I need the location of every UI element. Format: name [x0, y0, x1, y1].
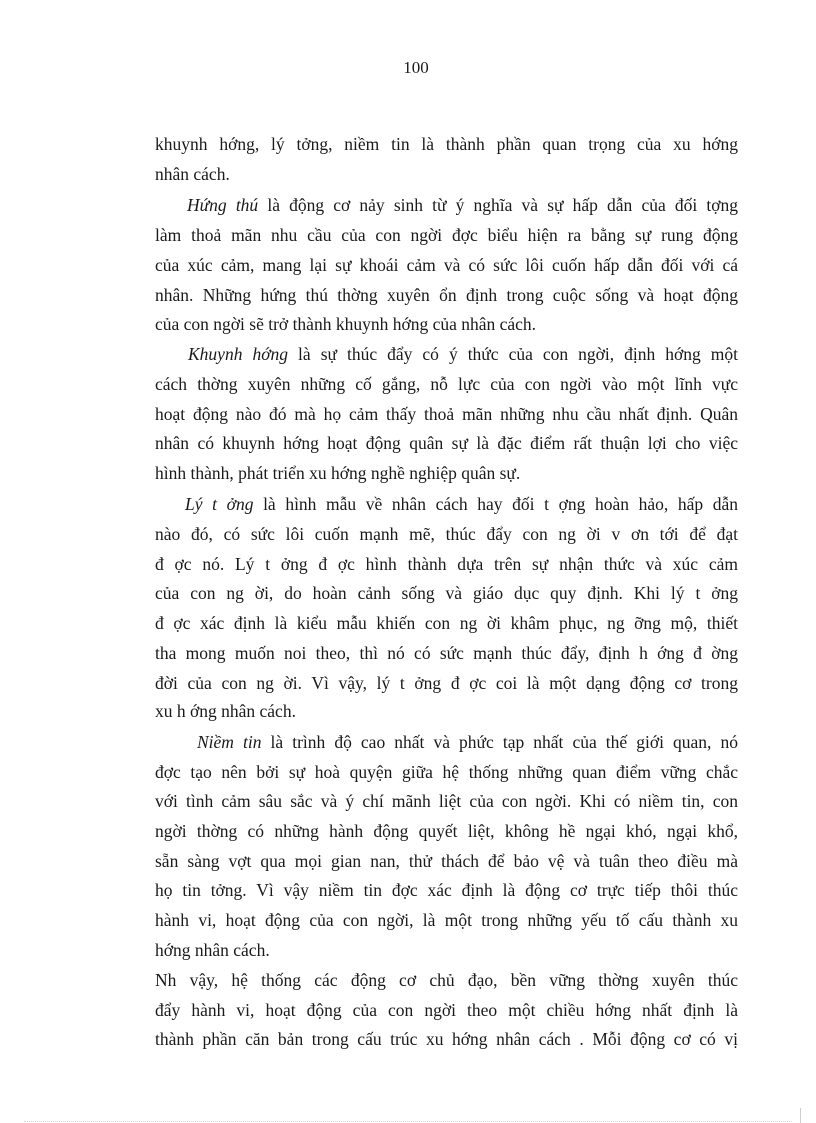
- text-line: [155, 672, 738, 694]
- line-text: hành vi, hoạt động của con ngời, là một trong những yếu tố cấu thành xu: [155, 910, 738, 930]
- page-number: [0, 58, 816, 78]
- text-line: [155, 612, 738, 634]
- footer-tick: [800, 1108, 801, 1123]
- text-line: [188, 343, 738, 365]
- italic-term: Lý t ởng: [185, 494, 254, 514]
- line-text: của xúc cảm, mang lại sự khoái cảm và có sức lôi cuốn hấp dẫn đối với cá: [155, 255, 738, 275]
- text-line: [155, 313, 738, 335]
- line-text: họ tin tởng. Vì vậy niềm tin đợc xác định là động cơ trực tiếp thôi thúc: [155, 880, 738, 900]
- line-text: của con ng ời, do hoàn cảnh sống và giáo dục quy định. Khi lý t ởng: [155, 583, 738, 603]
- line-text: đời của con ng ời. Vì vậy, lý t ởng đ ợc coi là một dạng động cơ trong: [155, 673, 738, 693]
- text-line: [155, 254, 738, 276]
- text-line: [155, 133, 738, 155]
- line-text: hớng nhân cách.: [155, 940, 270, 960]
- text-line: [197, 731, 738, 753]
- text-line: [155, 523, 738, 545]
- line-text: tha mong muốn noi theo, thì nó có sức mạnh thúc đẩy, định h ớng đ ờng: [155, 643, 738, 663]
- line-text: là hình mẫu về nhân cách hay đối t ợng hoàn hảo, hấp dẫn: [253, 494, 739, 514]
- line-text: là sự thúc đẩy có ý thức của con ngời, định hớng một: [288, 344, 738, 364]
- line-text: cách thờng xuyên những cố gắng, nỗ lực của con ngời vào một lĩnh vực: [155, 374, 738, 394]
- line-text: thành phần căn bản trong cấu trúc xu hớng nhân cách . Mỗi động cơ có vị: [155, 1029, 738, 1049]
- text-line: [155, 761, 738, 783]
- text-line: [155, 939, 738, 961]
- text-line: [187, 194, 738, 216]
- line-text: hoạt động nào đó mà họ cảm thấy thoả mãn những nhu cầu nhất định. Quân: [155, 404, 738, 424]
- text-line: [155, 642, 738, 664]
- text-line: [155, 284, 738, 306]
- text-line: [155, 969, 738, 991]
- text-line: [155, 462, 738, 484]
- line-text: với tình cảm sâu sắc và ý chí mãnh liệt của con ngời. Khi có niềm tin, con: [155, 791, 738, 811]
- text-line: [155, 403, 738, 425]
- line-text: nhân. Những hứng thú thờng xuyên ổn định trong cuộc sống và hoạt động: [155, 285, 738, 305]
- line-text: đẩy hành vi, hoạt động của con ngời theo một chiều hớng nhất định là: [155, 1000, 738, 1020]
- text-line: [155, 700, 738, 722]
- page-number-text: 100: [403, 58, 429, 77]
- italic-term: Khuynh hớng: [188, 344, 289, 364]
- text-line: [155, 224, 738, 246]
- line-text: của con ngời sẽ trở thành khuynh hớng của nhân cách.: [155, 314, 537, 334]
- italic-term: Hứng thú: [187, 195, 259, 215]
- line-text: Nh vậy, hệ thống các động cơ chủ đạo, bền vững thờng xuyên thúc: [155, 970, 738, 990]
- line-text: là trình độ cao nhất và phức tạp nhất của thế giới quan, nó: [261, 732, 738, 752]
- text-line: [155, 1028, 738, 1050]
- text-line: [155, 373, 738, 395]
- line-text: đợc tạo nên bởi sự hoà quyện giữa hệ thống những quan điểm vững chắc: [155, 762, 738, 782]
- text-line: [155, 820, 738, 842]
- line-text: nhân có khuynh hớng hoạt động quân sự là đặc điểm rất thuận lợi cho việc: [155, 433, 738, 453]
- text-line: [155, 850, 738, 872]
- text-line: [155, 553, 738, 575]
- line-text: đ ợc xác định là kiểu mẫu khiến con ng ời khâm phục, ng ỡng mộ, thiết: [155, 613, 738, 633]
- line-text: sẵn sàng vợt qua mọi gian nan, thử thách để bảo vệ và tuân theo điều mà: [155, 851, 738, 871]
- text-line: [155, 432, 738, 454]
- line-text: nào đó, có sức lôi cuốn mạnh mẽ, thúc đẩy con ng ời v ơn tới để đạt: [155, 524, 738, 544]
- line-text: làm thoả mãn nhu cầu của con ngời đợc biểu hiện ra bằng sự rung động: [155, 225, 738, 245]
- text-line: [155, 879, 738, 901]
- text-line: [155, 790, 738, 812]
- line-text: ngời thờng có những hành động quyết liệt, không hề ngại khó, ngại khổ,: [155, 821, 738, 841]
- line-text: khuynh hớng, lý tởng, niềm tin là thành phần quan trọng của xu hớng: [155, 134, 738, 154]
- line-text: là động cơ nảy sinh từ ý nghĩa và sự hấp dẫn của đối tợng: [258, 195, 738, 215]
- text-line: [155, 999, 738, 1021]
- text-line: [155, 163, 738, 185]
- line-text: xu h ớng nhân cách.: [155, 701, 296, 721]
- line-text: hình thành, phát triển xu hớng nghề nghiệp quân sự.: [155, 463, 521, 483]
- text-line: [155, 909, 738, 931]
- italic-term: Niềm tin: [197, 732, 262, 752]
- footer-rule: [24, 1121, 792, 1122]
- text-line: [185, 493, 738, 515]
- text-line: [155, 582, 738, 604]
- line-text: nhân cách.: [155, 164, 230, 184]
- line-text: đ ợc nó. Lý t ởng đ ợc hình thành dựa trên sự nhận thức và xúc cảm: [155, 554, 738, 574]
